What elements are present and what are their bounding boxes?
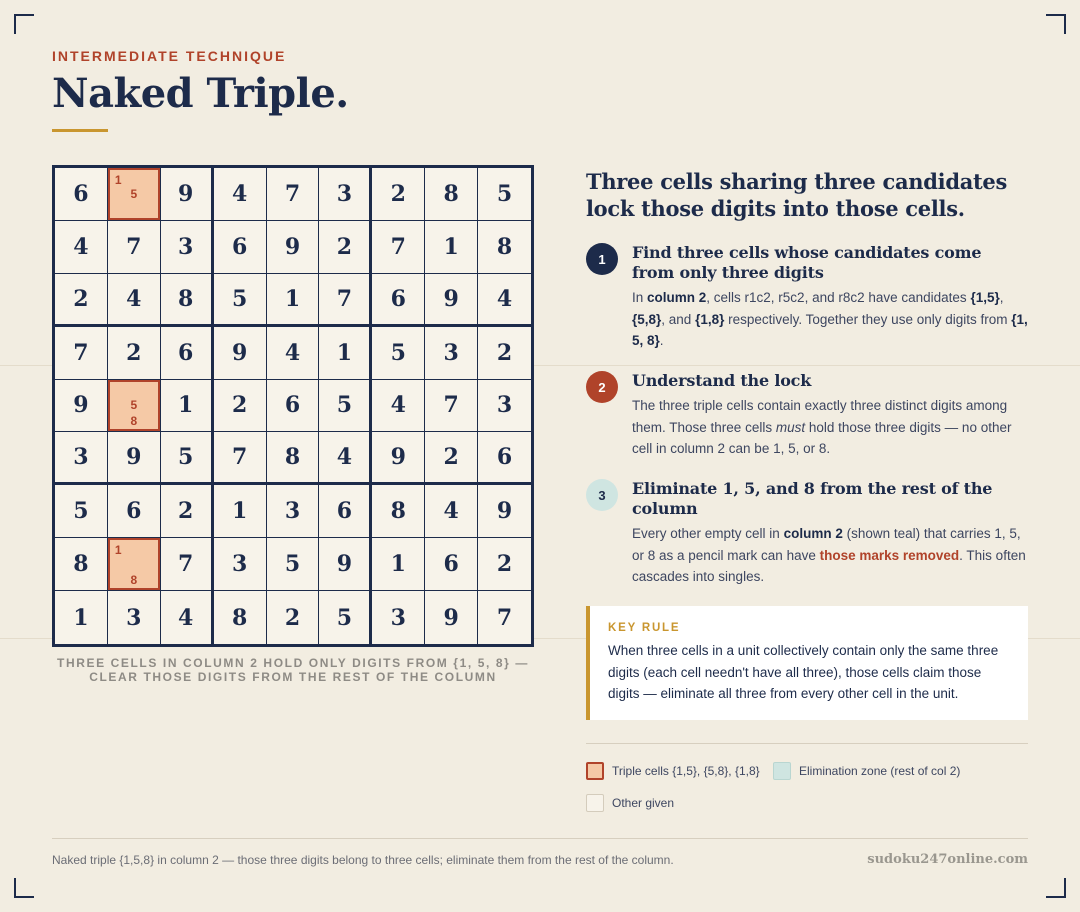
headline-line: lock those digits into those cells. [586, 196, 965, 221]
given-cell-r6c7: 9 [372, 432, 425, 485]
given-cell-r9c3: 4 [161, 591, 214, 644]
step-emphasis: must [775, 419, 806, 435]
given-cell-r9c1: 1 [55, 591, 108, 644]
given-cell-r7c2: 6 [108, 485, 161, 538]
title-underline [52, 129, 108, 132]
given-cell-r5c4: 2 [214, 380, 267, 433]
given-cell-r4c2: 2 [108, 327, 161, 380]
step-emphasis: column 2 [783, 526, 843, 541]
given-cell-r8c8: 6 [425, 538, 478, 591]
board-caption [52, 656, 534, 684]
corner-mark [1046, 14, 1066, 34]
given-cell-r8c5: 5 [267, 538, 320, 591]
given-cell-r3c1: 2 [55, 274, 108, 327]
headline-line: Three cells sharing three candidates [586, 169, 1007, 194]
given-cell-r7c7: 8 [372, 485, 425, 538]
pencil-mark: 1 [114, 173, 122, 187]
given-cell-r2c4: 6 [214, 221, 267, 274]
given-cell-r9c6: 5 [319, 591, 372, 644]
step-text: (shown teal) that carries 1, 5, or 8 as a pencil mark can have [632, 526, 1021, 563]
given-cell-r1c7: 2 [372, 168, 425, 221]
given-cell-r5c8: 7 [425, 380, 478, 433]
given-cell-r2c1: 4 [55, 221, 108, 274]
given-cell-r8c3: 7 [161, 538, 214, 591]
step-text: , and [661, 311, 696, 327]
given-cell-r2c9: 8 [478, 221, 531, 274]
step-text: . [659, 333, 664, 348]
given-cell-r2c8: 1 [425, 221, 478, 274]
legend-swatch [586, 794, 604, 812]
given-cell-r9c9: 7 [478, 591, 531, 644]
given-cell-r1c3: 9 [161, 168, 214, 221]
step-text: , cells r1c2, r5c2, and r8c2 have candidates [706, 290, 971, 305]
given-cell-r1c5: 7 [267, 168, 320, 221]
step-text: Every other empty cell in [632, 526, 784, 541]
legend-swatch [773, 762, 791, 780]
given-cell-r1c6: 3 [319, 168, 372, 221]
given-cell-r2c5: 9 [267, 221, 320, 274]
step-body [632, 287, 1028, 352]
page-title: Naked Triple. [52, 70, 349, 117]
given-cell-r7c8: 4 [425, 485, 478, 538]
given-cell-r8c4: 3 [214, 538, 267, 591]
given-cell-r5c5: 6 [267, 380, 320, 433]
step-emphasis: {1,8} [695, 311, 725, 327]
footer-note: Naked triple {1,5,8} in column 2 — those three digits belong to three cells; eliminate them from the rest of the column. [52, 853, 674, 867]
given-cell-r4c5: 4 [267, 327, 320, 380]
given-cell-r3c8: 9 [425, 274, 478, 327]
key-rule-text: When three cells in a unit collectively contain only the same three digits (each cell needn't have all three), those cells claim those digits — eliminate all three from every other cell in the unit. [608, 643, 999, 701]
step-emphasis: {1, 5, 8} [632, 311, 1028, 348]
given-cell-r7c4: 1 [214, 485, 267, 538]
board-caption-line: THREE CELLS IN COLUMN 2 HOLD ONLY DIGITS FROM {1, 5, 8} — [57, 656, 529, 670]
legend-label: Other given [612, 796, 675, 810]
given-cell-r7c5: 3 [267, 485, 320, 538]
step-3 [586, 479, 1028, 588]
given-cell-r6c2: 9 [108, 432, 161, 485]
given-cell-r1c4: 4 [214, 168, 267, 221]
given-cell-r4c8: 3 [425, 327, 478, 380]
step-number-badge: 2 [586, 371, 618, 403]
key-rule-label: KEY RULE [608, 622, 681, 634]
step-title: Eliminate 1, 5, and 8 from the rest of the column [632, 479, 993, 518]
given-cell-r4c4: 9 [214, 327, 267, 380]
given-cell-r3c5: 1 [267, 274, 320, 327]
step-emphasis: column 2 [647, 290, 707, 305]
given-cell-r2c2: 7 [108, 221, 161, 274]
given-cell-r3c4: 5 [214, 274, 267, 327]
given-cell-r4c1: 7 [55, 327, 108, 380]
given-cell-r6c9: 6 [478, 432, 531, 485]
given-cell-r7c1: 5 [55, 485, 108, 538]
given-cell-r3c3: 8 [161, 274, 214, 327]
step-title: Understand the lock [632, 371, 812, 390]
legend-label: Triple cells {1,5}, {5,8}, {1,8} [612, 764, 760, 778]
pencil-mark: 8 [130, 573, 138, 588]
step-body [632, 523, 1028, 588]
explanation-panel [586, 168, 1028, 222]
step-text: , [999, 290, 1004, 305]
given-cell-r5c6: 5 [319, 380, 372, 433]
given-cell-r9c7: 3 [372, 591, 425, 644]
step-text: hold those three digits — no other cell in column 2 can be 1, 5, or 8. [632, 419, 1012, 456]
given-cell-r8c1: 8 [55, 538, 108, 591]
step-title: Find three cells whose candidates come from only three digits [632, 243, 982, 282]
triple-cell-r5c2 [108, 380, 161, 433]
given-cell-r3c7: 6 [372, 274, 425, 327]
legend-swatch [586, 762, 604, 780]
given-cell-r6c1: 3 [55, 432, 108, 485]
given-cell-r3c6: 7 [319, 274, 372, 327]
given-cell-r2c3: 3 [161, 221, 214, 274]
given-cell-r7c6: 6 [319, 485, 372, 538]
step-text: In [632, 290, 648, 305]
footer-site: sudoku247online.com [867, 852, 1028, 867]
given-cell-r6c6: 4 [319, 432, 372, 485]
given-cell-r8c6: 9 [319, 538, 372, 591]
given-cell-r9c2: 3 [108, 591, 161, 644]
corner-mark [14, 878, 34, 898]
corner-mark [1046, 878, 1066, 898]
step-body [632, 395, 1028, 460]
pencil-mark: 8 [130, 414, 138, 429]
legend-item-triple [586, 762, 760, 780]
headline [586, 168, 1028, 222]
step-number-badge: 1 [586, 243, 618, 275]
pencil-mark: 1 [114, 543, 122, 558]
step-2 [586, 371, 1028, 460]
step-emphasis: {1,5} [970, 290, 1000, 305]
legend-label: Elimination zone (rest of col 2) [799, 764, 961, 778]
step-text: respectively. Together they use only digits from [724, 311, 1012, 327]
given-cell-r4c6: 1 [319, 327, 372, 380]
given-cell-r4c7: 5 [372, 327, 425, 380]
given-cell-r9c8: 9 [425, 591, 478, 644]
eyebrow-label: INTERMEDIATE TECHNIQUE [52, 48, 287, 64]
given-cell-r1c9: 5 [478, 168, 531, 221]
given-cell-r4c9: 2 [478, 327, 531, 380]
given-cell-r3c2: 4 [108, 274, 161, 327]
given-cell-r8c7: 1 [372, 538, 425, 591]
given-cell-r7c9: 9 [478, 485, 531, 538]
sudoku-board [52, 165, 534, 647]
pencil-mark: 5 [130, 186, 138, 201]
board-caption-line: CLEAR THOSE DIGITS FROM THE REST OF THE COLUMN [89, 670, 497, 684]
corner-mark [14, 14, 34, 34]
step-highlight: those marks removed [819, 547, 960, 563]
legend-divider [586, 743, 1028, 744]
triple-cell-r1c2 [108, 168, 161, 221]
given-cell-r5c1: 9 [55, 380, 108, 433]
given-cell-r9c4: 8 [214, 591, 267, 644]
given-cell-r5c7: 4 [372, 380, 425, 433]
given-cell-r2c7: 7 [372, 221, 425, 274]
given-cell-r1c1: 6 [55, 168, 108, 221]
footer-divider [52, 838, 1028, 839]
given-cell-r5c3: 1 [161, 380, 214, 433]
step-number-badge: 3 [586, 479, 618, 511]
given-cell-r4c3: 6 [161, 327, 214, 380]
given-cell-r6c8: 2 [425, 432, 478, 485]
given-cell-r6c3: 5 [161, 432, 214, 485]
given-cell-r1c8: 8 [425, 168, 478, 221]
given-cell-r8c9: 2 [478, 538, 531, 591]
step-text: The three triple cells contain exactly three distinct digits among them. Those three cells [632, 398, 1008, 435]
given-cell-r9c5: 2 [267, 591, 320, 644]
legend-item-given [586, 794, 674, 812]
given-cell-r2c6: 2 [319, 221, 372, 274]
key-rule-callout [586, 606, 1028, 720]
given-cell-r5c9: 3 [478, 380, 531, 433]
pencil-mark: 5 [130, 398, 138, 413]
legend-item-elimination [773, 762, 960, 780]
given-cell-r6c4: 7 [214, 432, 267, 485]
step-emphasis: {5,8} [632, 311, 662, 327]
step-1 [586, 243, 1028, 352]
triple-cell-r8c2 [108, 538, 161, 591]
step-text: . This often cascades into singles. [632, 547, 1026, 584]
given-cell-r3c9: 4 [478, 274, 531, 327]
given-cell-r6c5: 8 [267, 432, 320, 485]
given-cell-r7c3: 2 [161, 485, 214, 538]
